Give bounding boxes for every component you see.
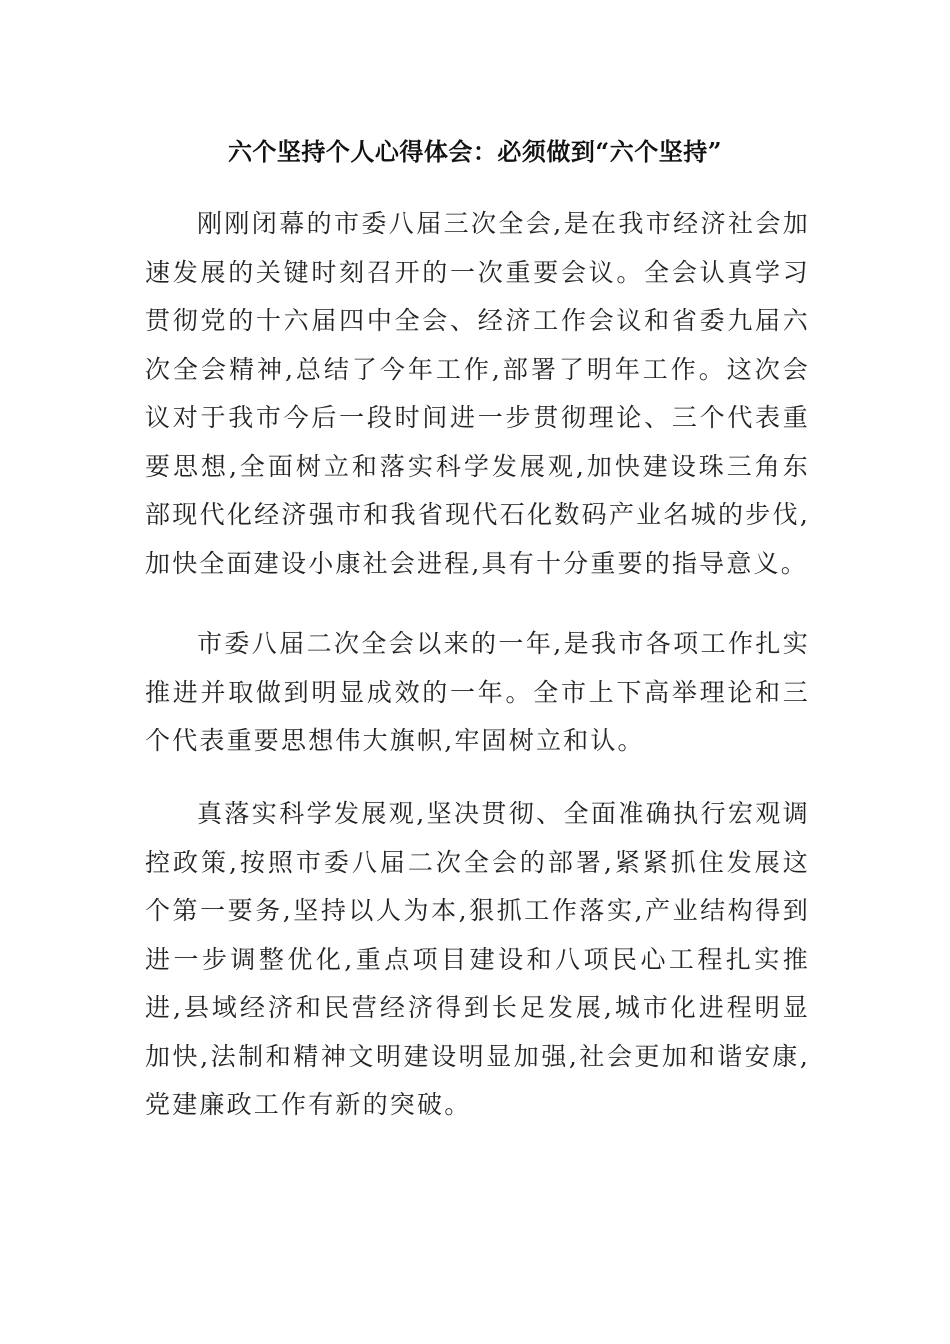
paragraph-2: 市委八届二次全会以来的一年,是我市各项工作扎实推进并取做到明显成效的一年。全市上下高举理论和三个代表重要思想伟大旗帜,牢固树立和认。 [145,629,810,755]
paragraph-1: 刚刚闭幕的市委八届三次全会,是在我市经济社会加速发展的关键时刻召开的一次重要会议。全会认真学习贯彻党的十六届四中全会、经济工作会议和省委九届六次全会精神,总结了今年工作,部署了明年工作。这次会议对于我市今后一段时间进一步贯彻理论、三个代表重要思想,全面树立和落实科学发展观,加快建设珠三角东部现代化经济强市和我省现代石化数码产业名城的步伐,加快全面建设小康社会进程,具有十分重要的指导意义。 [145,209,810,578]
paragraph-3: 真落实科学发展观,坚决贯彻、全面准确执行宏观调控政策,按照市委八届二次全会的部署,紧紧抓住发展这个第一要务,坚持以人为本,狠抓工作落实,产业结构得到进一步调整优化,重点项目建设和八项民心工程扎实推进,县域经济和民营经济得到长足发展,城市化进程明显加快,法制和精神文明建设明显加强,社会更加和谐安康,党建廉政工作有新的突破。 [145,799,810,1119]
document-title: 六个坚持个人心得体会：必须做到“六个坚持” [227,137,723,166]
